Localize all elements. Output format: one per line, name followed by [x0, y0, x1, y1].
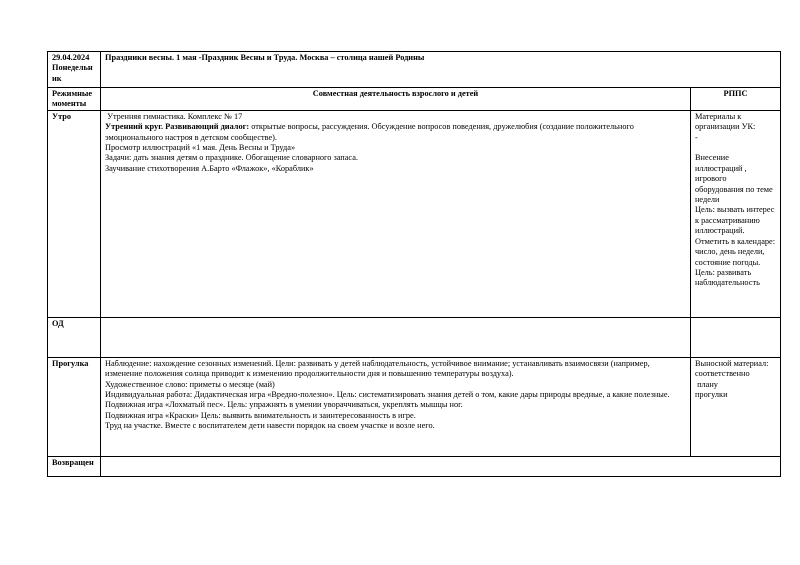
walk-rpps-line-3: прогулки — [694, 390, 728, 400]
rpps-materials: Материалы к организации УК: — [694, 111, 756, 132]
morning-circle-text: открытые вопросы, рассуждения. Обсуждение вопросов поведения, дружелюбия (создание положительного эмоционального настроя в детском сообществе). — [105, 122, 636, 142]
walk-individual-work: Индивидуальная работа: Дидактическая игра «Вредно-полезно». Цель: систематизировать знания детей о том, какие дары природы вредные, а какие полезные. — [105, 390, 670, 400]
walk-label: Прогулка — [48, 357, 101, 456]
regime-header: Режимные моменты — [48, 88, 101, 111]
rpps-blank — [695, 143, 776, 153]
week-theme: Праздники весны. 1 мая -Праздник Весны и Труда. Москва – столица нашей Родины — [105, 53, 425, 62]
date-cell — [48, 52, 101, 88]
od-label: ОД — [48, 317, 101, 357]
morning-label: Утро — [48, 110, 101, 317]
walk-activities — [101, 357, 691, 456]
walk-game-colors: Подвижная игра «Краски» Цель: выявить внимательность и заинтересованность в игре. — [105, 410, 416, 420]
walk-row — [48, 357, 781, 456]
rpps-calendar: Отметить в календаре: число, день недели, состояние погоды. — [694, 236, 778, 267]
date-row — [48, 52, 781, 88]
daily-plan-table — [47, 51, 781, 477]
theme-cell — [101, 52, 781, 88]
return-label: Возвращен — [48, 456, 101, 476]
walk-rpps-line-2: плану — [694, 379, 718, 389]
weekday-text-1: Понедельн — [52, 63, 93, 73]
date-text: 29.04.2024 — [52, 53, 90, 62]
walk-art-word: Художественное слово: приметы о месяце (май) — [105, 379, 275, 389]
column-header-row — [48, 88, 781, 111]
joint-activity-header: Совместная деятельность взрослого и детей — [101, 88, 691, 111]
morning-poem: Заучивание стихотворения А.Барто «Флажок», «Кораблик» — [105, 163, 314, 173]
od-row — [48, 317, 781, 357]
walk-observation: Наблюдение: нахождение сезонных изменений. Цели: развивать у детей наблюдательность, устойчивое внимание; устанавливать взаимосвязи (например, изменение положения солнца приводит к изменению продолжительности дня и повышению температуры воздуха). — [105, 358, 652, 379]
od-activities — [101, 317, 691, 357]
morning-tasks: Задачи: дать знания детям о празднике. Обогащение словарного запаса. — [105, 153, 358, 163]
morning-rpps — [690, 110, 780, 317]
morning-illustrations: Просмотр иллюстраций «1 мая. День Весны и Труда» — [105, 143, 296, 153]
walk-labor: Труд на участке. Вместе с воспитателем дети навести порядок на своем участке и возле него. — [105, 421, 435, 431]
walk-game-dog: Подвижная игра «Лохматый пес». Цель: упражнять в умении увораччиваться, укреплять мышцы ног. — [105, 400, 463, 410]
morning-circle — [105, 122, 686, 143]
return-row — [48, 456, 781, 476]
morning-circle-title: Утренний круг. Развивающий диалог: — [105, 122, 250, 132]
od-rpps — [690, 317, 780, 357]
weekday-text-2: ик — [52, 73, 62, 83]
walk-rpps-line-1: Выносной материал: соответственно — [694, 358, 771, 379]
rpps-goal-interest: Цель: вызвать интерес к рассматриванию иллюстраций. — [694, 205, 777, 236]
rpps-dash: - — [694, 132, 698, 142]
walk-rpps — [690, 357, 780, 456]
rpps-header: РППС — [690, 88, 780, 111]
morning-activities — [101, 110, 691, 317]
rpps-goal-observe: Цель: развивать наблюдательность — [694, 267, 760, 288]
morning-row — [48, 110, 781, 317]
morning-gymnastics: Утренняя гимнастика. Комплекс № 17 — [105, 111, 243, 121]
return-activities — [101, 456, 781, 476]
rpps-introduce: Внесение иллюстраций , игрового оборудования по теме недели — [694, 153, 775, 205]
